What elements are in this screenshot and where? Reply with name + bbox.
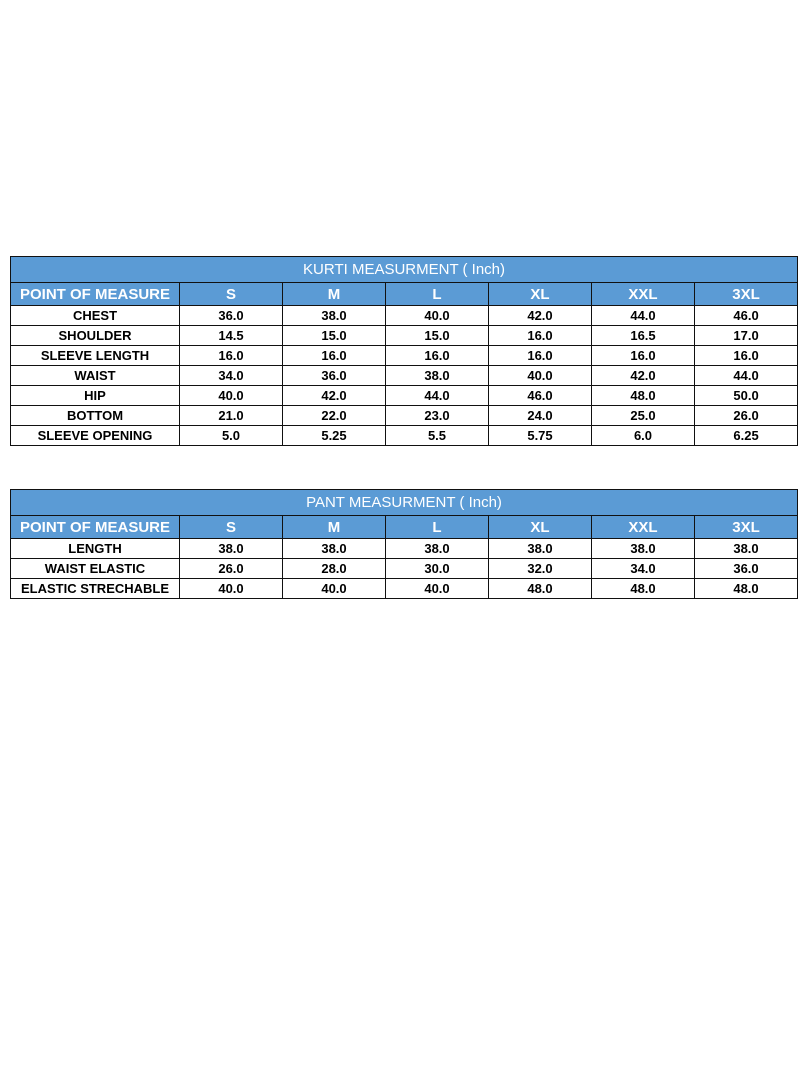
table-cell: 46.0 (489, 386, 592, 406)
header-size-xl: XL (489, 283, 592, 306)
table-cell: 5.75 (489, 426, 592, 446)
table-cell: 42.0 (592, 366, 695, 386)
pant-title-row (11, 490, 798, 516)
table-cell: 48.0 (592, 386, 695, 406)
table-cell: 44.0 (592, 306, 695, 326)
table-cell: 38.0 (386, 366, 489, 386)
table-row-bottom (11, 406, 798, 426)
table-cell: 40.0 (386, 579, 489, 599)
header-size-m: M (283, 516, 386, 539)
table-cell: 38.0 (180, 539, 283, 559)
header-size-l: L (386, 283, 489, 306)
table-cell: 38.0 (695, 539, 798, 559)
pant-header-row (11, 516, 798, 539)
table-cell: 16.0 (283, 346, 386, 366)
header-size-3xl: 3XL (695, 283, 798, 306)
table-cell: 16.0 (592, 346, 695, 366)
table-cell: 36.0 (283, 366, 386, 386)
table-row-length (11, 539, 798, 559)
table-row-sleeve-length (11, 346, 798, 366)
table-cell: 48.0 (695, 579, 798, 599)
kurti-header-row (11, 283, 798, 306)
table-row-hip (11, 386, 798, 406)
table-cell: 16.0 (180, 346, 283, 366)
table-cell: 48.0 (592, 579, 695, 599)
table-cell: 17.0 (695, 326, 798, 346)
table-cell: 44.0 (695, 366, 798, 386)
table-cell: 16.0 (386, 346, 489, 366)
table-cell: 40.0 (386, 306, 489, 326)
table-cell: 21.0 (180, 406, 283, 426)
table-row-sleeve-opening (11, 426, 798, 446)
table-cell: 22.0 (283, 406, 386, 426)
table-cell: 38.0 (489, 539, 592, 559)
table-cell: 36.0 (695, 559, 798, 579)
table-cell: 40.0 (180, 386, 283, 406)
table-cell: 34.0 (592, 559, 695, 579)
table-row-shoulder (11, 326, 798, 346)
table-cell: 26.0 (180, 559, 283, 579)
row-label: SLEEVE OPENING (11, 426, 180, 446)
row-label: LENGTH (11, 539, 180, 559)
header-size-xxl: XXL (592, 516, 695, 539)
table-cell: 50.0 (695, 386, 798, 406)
row-label: ELASTIC STRECHABLE (11, 579, 180, 599)
header-size-xl: XL (489, 516, 592, 539)
kurti-measurement-table (10, 256, 798, 446)
row-label: SHOULDER (11, 326, 180, 346)
table-cell: 32.0 (489, 559, 592, 579)
kurti-table-title: KURTI MEASURMENT ( Inch) (11, 257, 798, 283)
kurti-title-row (11, 257, 798, 283)
table-row-waist-elastic (11, 559, 798, 579)
table-cell: 42.0 (283, 386, 386, 406)
header-size-m: M (283, 283, 386, 306)
table-cell: 15.0 (283, 326, 386, 346)
header-size-s: S (180, 283, 283, 306)
table-cell: 40.0 (180, 579, 283, 599)
header-point-of-measure: POINT OF MEASURE (11, 516, 180, 539)
table-row-elastic-strechable (11, 579, 798, 599)
header-size-s: S (180, 516, 283, 539)
table-cell: 38.0 (283, 306, 386, 326)
table-cell: 30.0 (386, 559, 489, 579)
row-label: WAIST (11, 366, 180, 386)
table-cell: 38.0 (386, 539, 489, 559)
header-point-of-measure: POINT OF MEASURE (11, 283, 180, 306)
table-cell: 28.0 (283, 559, 386, 579)
table-cell: 48.0 (489, 579, 592, 599)
table-cell: 40.0 (489, 366, 592, 386)
table-cell: 23.0 (386, 406, 489, 426)
table-cell: 40.0 (283, 579, 386, 599)
table-cell: 34.0 (180, 366, 283, 386)
row-label: SLEEVE LENGTH (11, 346, 180, 366)
row-label: WAIST ELASTIC (11, 559, 180, 579)
table-cell: 5.25 (283, 426, 386, 446)
table-cell: 16.0 (489, 326, 592, 346)
row-label: HIP (11, 386, 180, 406)
table-cell: 6.25 (695, 426, 798, 446)
table-cell: 38.0 (283, 539, 386, 559)
table-cell: 16.0 (695, 346, 798, 366)
row-label: CHEST (11, 306, 180, 326)
pant-table-title: PANT MEASURMENT ( Inch) (11, 490, 798, 516)
table-cell: 36.0 (180, 306, 283, 326)
table-cell: 38.0 (592, 539, 695, 559)
header-size-xxl: XXL (592, 283, 695, 306)
table-cell: 42.0 (489, 306, 592, 326)
table-cell: 5.5 (386, 426, 489, 446)
table-row-waist (11, 366, 798, 386)
table-cell: 16.5 (592, 326, 695, 346)
table-cell: 5.0 (180, 426, 283, 446)
header-size-l: L (386, 516, 489, 539)
table-cell: 26.0 (695, 406, 798, 426)
header-size-3xl: 3XL (695, 516, 798, 539)
table-cell: 15.0 (386, 326, 489, 346)
table-cell: 6.0 (592, 426, 695, 446)
table-row-chest (11, 306, 798, 326)
table-cell: 24.0 (489, 406, 592, 426)
table-cell: 16.0 (489, 346, 592, 366)
pant-measurement-table (10, 489, 798, 599)
table-cell: 14.5 (180, 326, 283, 346)
table-cell: 25.0 (592, 406, 695, 426)
row-label: BOTTOM (11, 406, 180, 426)
table-cell: 46.0 (695, 306, 798, 326)
table-cell: 44.0 (386, 386, 489, 406)
